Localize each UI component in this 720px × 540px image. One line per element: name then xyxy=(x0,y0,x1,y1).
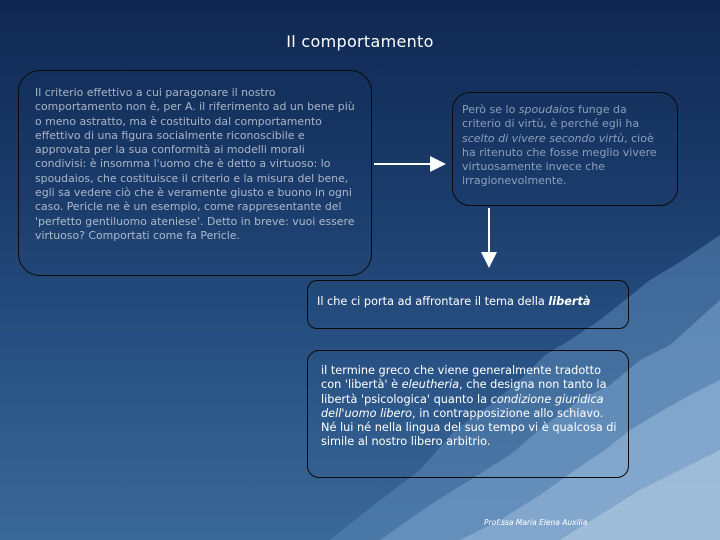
spoudaios-text-part2: funge da criterio di virtù, è perché egli ha xyxy=(462,103,640,131)
criterion-text: Il criterio effettivo a cui paragonare il nostro comportamento non è, per A. il riferimento ad un bene più o meno astratto, ma è costituito dal comportamento effettivo di una figura socialmente riconoscibile e approvata per la sua conformità ai modelli morali condivisi: è insomma l'uomo che è detto a virtuoso: lo spoudaios, che costituisce il criterio e la misura del bene, egli sa vedere ciò che è veramente giusto e buono in ogni caso. Pericle ne è un esempio, come rappresentante del 'perfetto gentiluomo ateniese'. Detto in breve: vuoi essere virtuoso? Comportati come fa Pericle. xyxy=(35,86,355,242)
author-credit: Prof.ssa Maria Elena Auxilia xyxy=(484,518,588,527)
condizione-term: condizione giuridica dell'uomo libero xyxy=(321,392,604,420)
liberta-term: libertà xyxy=(548,295,591,308)
liberta-text-box xyxy=(307,280,629,329)
eleutheria-term: eleutheria xyxy=(401,378,460,392)
slide-title: Il comportamento xyxy=(286,32,434,51)
eleutheria-text-part2: , che designa non tanto la libertà 'psicologica' quanto la xyxy=(321,378,607,406)
eleutheria-text-part1: il termine greco che viene generalmente tradotto con 'libertà' è xyxy=(321,364,602,392)
spoudaios-text-part1: Però se lo xyxy=(462,103,519,116)
scelta-term: scelto di vivere secondo virtù xyxy=(462,131,625,145)
eleutheria-text-part3: , in contrapposizione allo schiavo. Né lui né nella lingua del suo tempo vi è qualcosa di simile al nostro libero arbitrio. xyxy=(321,406,617,449)
spoudaios-term: spoudaios xyxy=(518,103,575,116)
spoudaios-text-part3: , cioè ha ritenuto che fosse meglio vivere virtuosamente invece che irragionevolmente. xyxy=(462,131,657,188)
liberta-text-part1: Il che ci porta ad affrontare il tema della xyxy=(317,295,549,308)
eleutheria-text-box xyxy=(307,350,629,478)
